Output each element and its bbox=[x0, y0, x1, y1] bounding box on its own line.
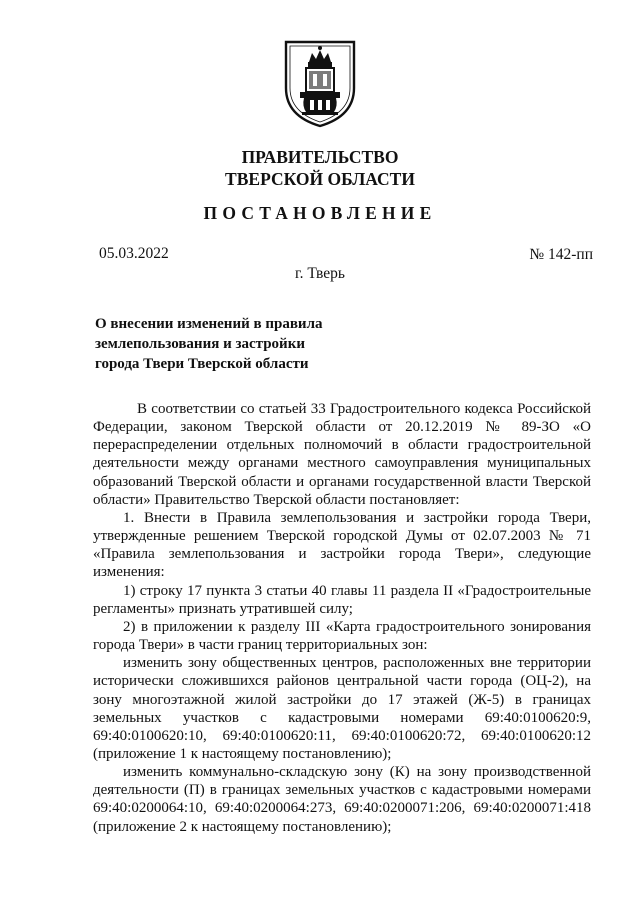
body-paragraph-zone-change-2: изменить коммунально-складскую зону (К) на зону производственной деятельности (П) в границах земельных участков с кадастровыми номерами 69:40:0200064:10, 69:40:0200064:273, 69:40:0200071:206, 69:40:0200071:418 (приложение 2 к настоящему постановлению); bbox=[93, 764, 591, 835]
subject-line3: города Твери Тверской области bbox=[95, 356, 309, 372]
organization-title-line1: ПРАВИТЕЛЬСТВО bbox=[241, 147, 399, 167]
coat-of-arms-emblem bbox=[282, 38, 358, 128]
body-paragraph-preamble: В соответствии со статьей 33 Градостроительного кодекса Российской Федерации, законом Тверской области от 20.12.2019 № 89-ЗО «О перераспределении отдельных полномочий в области градостроительной деятельности между органами местного самоуправления муниципальных образований Тверской области и органами государственной власти Тверской области» Правительство Тверской области постановляет: bbox=[93, 401, 591, 508]
organization-title-line2: ТВЕРСКОЙ ОБЛАСТИ bbox=[225, 169, 415, 189]
document-date: 05.03.2022 bbox=[99, 245, 169, 262]
subject-line2: землепользования и застройки bbox=[95, 336, 305, 352]
subject-line1: О внесении изменений в правила bbox=[95, 316, 323, 332]
body-paragraph-subitem-2: 2) в приложении к разделу III «Карта градостроительного зонирования города Твери» в части границ территориальных зон: bbox=[93, 618, 591, 654]
body-paragraph-zone-change-1: изменить зону общественных центров, расположенных вне территории исторически сложившихся районов центральной части города (ОЦ-2), на зону многоэтажной жилой застройки до 17 этажей (Ж-5) в границах земельных участков с кадастровыми номерами 69:40:0100620:9, 69:40:0100620:10, 69:40:0100620:11, 69:40:0100620:72, 69:40:0100620:12 (приложение 1 к настоящему постановлению); bbox=[93, 655, 591, 762]
organization-title bbox=[0, 146, 640, 190]
document-number: № 142-пп bbox=[529, 246, 593, 263]
document-body bbox=[93, 400, 591, 836]
body-paragraph-item-1: 1. Внести в Правила землепользования и застройки города Твери, утвержденные решением Тверской городской Думы от 02.07.2003 № 71 «Правила землепользования и застройки города Твери», следующие изменения: bbox=[93, 509, 591, 581]
document-city: г. Тверь bbox=[295, 265, 345, 282]
body-paragraph-subitem-1: 1) строку 17 пункта 3 статьи 40 главы 11 раздела II «Градостроительные регламенты» признать утратившей силу; bbox=[93, 582, 591, 617]
document-type: ПОСТАНОВЛЕНИЕ bbox=[203, 203, 437, 223]
document-subject bbox=[95, 314, 395, 374]
